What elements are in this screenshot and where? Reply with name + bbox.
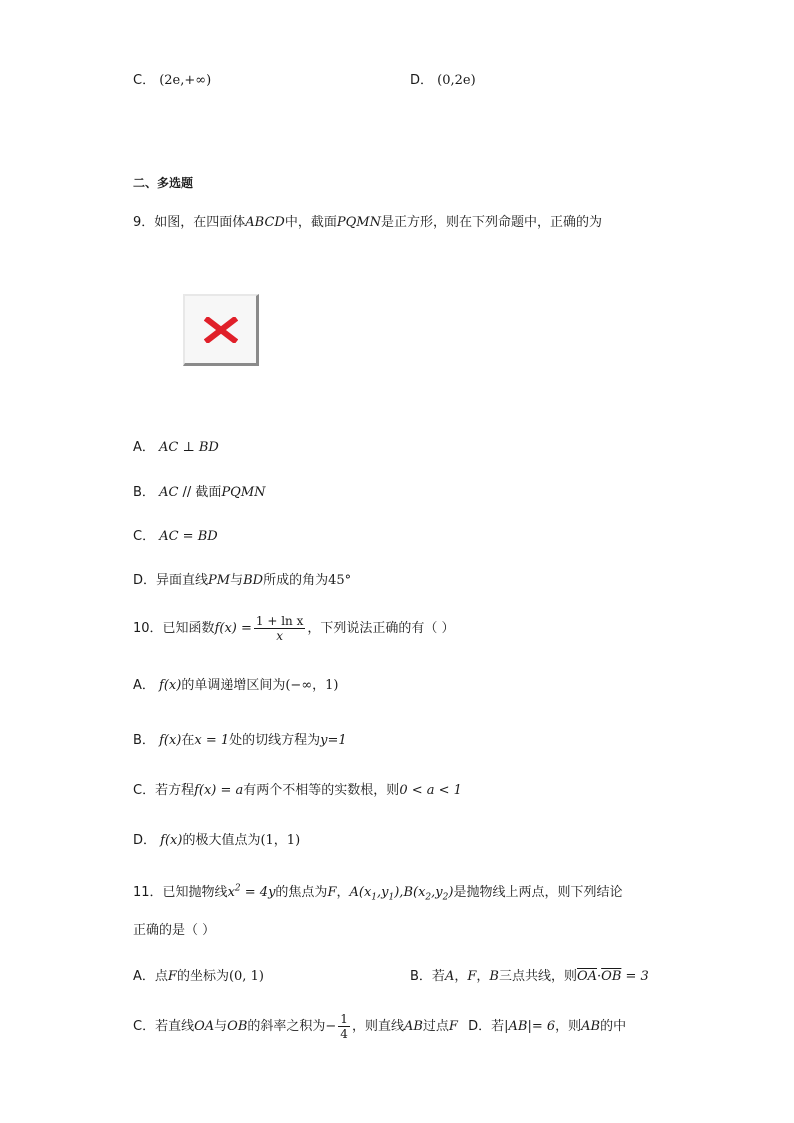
stem-text: ，	[336, 885, 350, 900]
q8-option-d	[410, 72, 476, 90]
option-label: B．	[410, 969, 432, 984]
math-part: ),	[394, 885, 404, 900]
math-expr: AC ⊥ BD	[159, 440, 219, 455]
math-part: B(x	[403, 885, 426, 900]
option-label: D．	[133, 573, 157, 588]
option-label: D．	[133, 833, 157, 848]
question-number: 11．	[133, 885, 163, 900]
math-expr: PM	[208, 573, 231, 588]
math-expr: (1，1)	[260, 833, 301, 848]
dot-operator: ·	[597, 969, 602, 984]
q10-option-b	[133, 732, 347, 750]
option-label: B．	[133, 733, 155, 748]
option-text: 在	[181, 733, 195, 748]
stem-text: 已知函数	[162, 621, 215, 636]
math-expr: F	[448, 1019, 458, 1034]
question-number: 9．	[133, 215, 155, 230]
math-rest: = 3	[621, 969, 649, 984]
math-expr: AB	[403, 1019, 423, 1034]
math-expr: F	[467, 969, 477, 984]
math-expr	[228, 885, 276, 900]
math-expr	[349, 885, 454, 903]
option-label: B．	[133, 485, 155, 500]
math-subscript: 2	[425, 892, 432, 903]
math-expr	[577, 969, 649, 984]
math-base: x	[227, 885, 235, 900]
fraction	[254, 614, 305, 643]
option-text: 的中	[600, 1019, 627, 1034]
q8-option-c	[133, 72, 211, 90]
q9-option-a	[133, 439, 219, 457]
q9-stem	[133, 214, 602, 232]
option-text: 与	[214, 1019, 228, 1034]
option-label: A．	[133, 678, 155, 693]
option-text: // 截面	[178, 485, 222, 500]
option-text: 处的切线方程为	[229, 733, 321, 748]
option-label: A．	[133, 969, 155, 984]
option-text: 的极大值点为	[182, 833, 261, 848]
math-expr: f(x)	[159, 678, 182, 693]
math-expr: PQMN	[221, 485, 266, 500]
vector-ob: $\overline{OB}$	[601, 969, 622, 984]
q11-option-c-d	[133, 1012, 626, 1042]
q11-stem-line1	[133, 884, 622, 902]
math-expr: 0 < a < 1	[399, 783, 462, 798]
option-label: C．	[133, 1019, 156, 1034]
math-expr: BD	[243, 573, 264, 588]
option-text: 的单调递增区间为	[181, 678, 286, 693]
option-label: C．	[133, 529, 156, 544]
option-text: ，	[476, 969, 490, 984]
math-expr: −	[325, 1019, 337, 1034]
option-text: 若	[491, 1019, 505, 1034]
math-expr: A	[444, 969, 455, 984]
math-expr: B	[489, 969, 499, 984]
stem-text: 中，截面	[284, 215, 337, 230]
math-expr: OB	[227, 1019, 248, 1034]
q9-option-c	[133, 528, 218, 546]
option-text: 的坐标为	[176, 969, 229, 984]
option-text: 异面直线	[156, 573, 209, 588]
math-part: ,y	[431, 885, 443, 900]
q9-option-b	[133, 484, 266, 502]
option-text: 过点	[422, 1019, 449, 1034]
math-part: )	[448, 885, 454, 900]
math-expr: 45°	[328, 573, 352, 588]
broken-image-placeholder	[183, 294, 259, 366]
option-text: 若方程	[155, 783, 195, 798]
option-value: (2e,+∞)	[159, 73, 212, 88]
q11-option-b	[410, 968, 649, 986]
math-expr: OA	[194, 1019, 215, 1034]
stem-text: 是正方形，则在下列命题中，正确的为	[380, 215, 602, 230]
math-expr: (−∞，1)	[285, 678, 339, 693]
section-heading: 二、多选题	[133, 176, 194, 190]
q10-option-a	[133, 677, 339, 695]
math-subscript: 1	[371, 892, 378, 903]
q10-stem	[133, 612, 454, 646]
stem-text: 正确的是（ ）	[133, 923, 216, 938]
math-expr: F	[167, 969, 177, 984]
math-expr: AC	[159, 485, 179, 500]
math-expr: y=1	[320, 733, 347, 748]
math-expr: x = 1	[194, 733, 230, 748]
option-text: ，	[454, 969, 468, 984]
q11-stem-line2	[133, 922, 215, 940]
math-expr: F	[327, 885, 337, 900]
math-expr: f(x) =	[214, 621, 252, 636]
vector-oa: $\overline{OA}$	[576, 969, 598, 984]
option-label: D．	[468, 1019, 492, 1034]
math-part: A(x	[349, 885, 372, 900]
option-text: 三点共线，则	[498, 969, 577, 984]
option-text: 若直线	[155, 1019, 195, 1034]
option-text: 所成的角为	[263, 573, 329, 588]
math-exponent: 2	[234, 883, 241, 894]
math-expr: f(x)	[160, 833, 183, 848]
math-expr: (0, 1)	[228, 969, 264, 984]
fraction-numerator: 1	[340, 1012, 348, 1026]
math-expr: AB	[581, 1019, 601, 1034]
stem-text: 的焦点为	[275, 885, 328, 900]
math-expr: ABCD	[245, 215, 285, 230]
fraction-denominator: 4	[340, 1027, 348, 1041]
question-number: 10．	[133, 621, 163, 636]
math-rest: = 4y	[240, 885, 276, 900]
math-subscript: 1	[388, 892, 395, 903]
option-text: 若	[431, 969, 445, 984]
stem-text: 是抛物线上两点，则下列结论	[453, 885, 623, 900]
broken-image-icon	[204, 317, 238, 343]
math-part: ,y	[377, 885, 389, 900]
option-label: A．	[133, 440, 155, 455]
math-subscript: 2	[442, 892, 449, 903]
fraction-numerator: 1 + ln x	[255, 614, 304, 628]
option-text: 有两个不相等的实数根，则	[243, 783, 400, 798]
math-expr: PQMN	[336, 215, 381, 230]
option-label: C．	[133, 73, 156, 88]
math-expr: f(x)	[159, 733, 182, 748]
option-text: ，则直线	[351, 1019, 404, 1034]
option-text: ，则	[555, 1019, 582, 1034]
q9-option-d	[133, 572, 351, 590]
fraction-denominator: x	[276, 629, 283, 643]
stem-text: 如图，在四面体	[154, 215, 246, 230]
option-text: 点	[154, 969, 168, 984]
q10-option-d	[133, 832, 300, 850]
math-expr: |AB|= 6	[504, 1019, 556, 1034]
option-text: 的斜率之积为	[247, 1019, 326, 1034]
option-text: 与	[230, 573, 244, 588]
q11-option-a	[133, 968, 264, 986]
math-expr: AC = BD	[159, 529, 218, 544]
option-label: D．	[410, 73, 434, 88]
q10-option-c	[133, 782, 462, 800]
stem-text: 已知抛物线	[162, 885, 228, 900]
stem-text: ，下列说法正确的有（ ）	[307, 621, 455, 636]
option-label: C．	[133, 783, 156, 798]
fraction	[338, 1012, 350, 1041]
option-value: (0,2e)	[437, 73, 476, 88]
math-expr: f(x) = a	[194, 783, 244, 798]
